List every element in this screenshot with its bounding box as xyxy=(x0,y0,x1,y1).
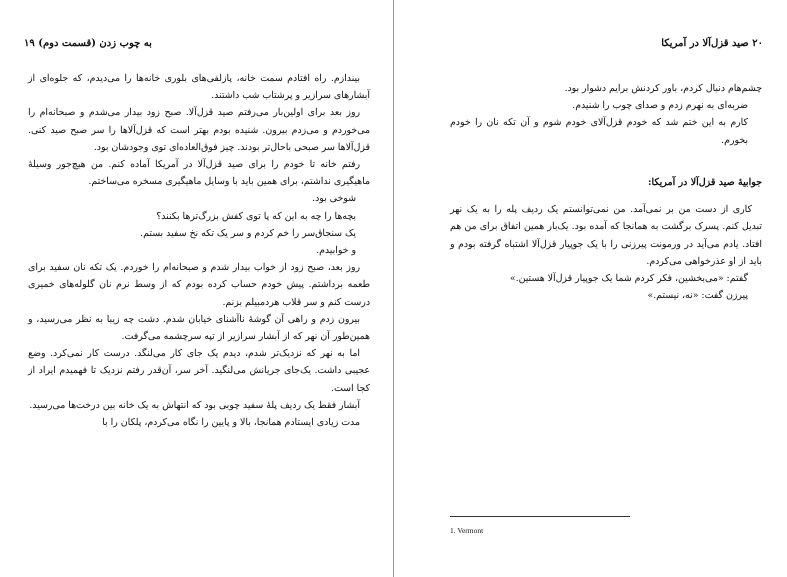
right-page-section xyxy=(450,174,762,304)
right-page-header xyxy=(661,38,763,49)
paragraph: بیندازم. راه افتادم سمت خانه، پازلفی‌های بلوری خانه‌ها را می‌دیدم، که جلوه‌ای از آبشارهای سرازیر و پرشتاب شب داشتند. xyxy=(28,73,370,102)
paragraph: اما به نهر که نزدیک‌تر شدم، دیدم یک جای کار می‌لنگد. درست کار نمی‌کرد. وضع عجیبی داشت. یک‌جای جریانش می‌لنگید. آخر سر، آن‌قدر رفتم نزدیک تا فهمیدم ایراد از کجا است. xyxy=(28,348,370,394)
paragraph: بچه‌ها را چه به این که پا توی کفش بزرگ‌ترها بکنند؟ xyxy=(156,210,356,222)
paragraph: رفتم خانه تا خودم را برای صید قزل‌آلا در آمریکا آماده کنم. من هیچ‌جور وسیلهٔ ماهیگیری نداشتم، برای همین باید با وسایل ماهیگیری مسخره می‌ساختم. xyxy=(28,159,370,188)
paragraph: و خوابیدم. xyxy=(316,245,356,257)
paragraph: بیرون زدم و راهی آن گوشهٔ ناآشنای خیابان شدم. دشت چه زیبا به نظر می‌رسید، و همین‌طور آن نهر که از آبشار سرازیر از تپه سرچشمه می‌گرفت. xyxy=(28,313,370,343)
paragraph: شوخی بود. xyxy=(312,193,356,205)
footnote-divider xyxy=(450,516,630,517)
paragraph: یک سنجاق‌سر را خم کردم و سر یک تکه نخ سفید بستم. xyxy=(140,227,356,239)
footnote: 1. Vermont xyxy=(450,526,484,535)
right-header-title: صید قزل‌آلا در آمریکا xyxy=(661,38,749,49)
left-header-title: به چوب زدن (قسمت دوم) xyxy=(38,38,152,49)
right-page-top-text xyxy=(450,80,762,149)
paragraph: کاری از دست من بر نمی‌آمد. من نمی‌توانستم یک ردیف پله را به یک نهر تبدیل کنم. پسرک برگشت به همانجا که آمده بود. یک‌بار همین اتفاق برای من هم افتاد. یادم می‌آید در ورمونت پیرزنی را با یک جوپیار قزل‌آلا اشتباه گرفته بودم و باید از او عذرخواهی می‌کردم. xyxy=(450,204,762,267)
paragraph: مدت زیادی ایستادم همانجا، بالا و پایین را نگاه می‌کردم، پلکان را با xyxy=(102,417,360,429)
right-page xyxy=(394,0,787,577)
left-page xyxy=(0,0,393,577)
left-page-header xyxy=(24,38,152,49)
paragraph: چشم‌هام دنبال کردم، باور کردنش برایم دشوار بود. xyxy=(564,83,762,94)
left-page-body xyxy=(28,70,370,431)
left-header-page-number: ۱۹ xyxy=(24,38,35,49)
paragraph: روز بعد، صبح زود از خواب بیدار شدم و صبحانه‌ام را خوردم. یک تکه نان سفید برای طعمه برداشتم. پیش خودم حساب کرده بودم که از وسط نرم نان گلوله‌های خمیری درست کنم و سر قلاب هردمبیلم بزنم. xyxy=(28,262,370,308)
paragraph: آبشار فقط یک ردیف پلهٔ سفید چوبی بود که انتهاش به یک خانه بین درخت‌ها می‌رسید. xyxy=(29,399,360,411)
paragraph: پیرزن گفت: «نه، نیستم.» xyxy=(647,290,748,302)
paragraph: کارم به این ختم شد که خودم قزل‌آلای خودم شوم و آن تکه نان را خودم بخورم. xyxy=(450,117,748,146)
section-heading: جوابیهٔ صید قزل‌آلا در آمریکا: xyxy=(648,177,762,188)
right-header-page-number: ۲۰ xyxy=(752,38,763,49)
paragraph: روز بعد برای اولین‌بار می‌رفتم صید قزل‌آلا. صبح زود بیدار می‌شدم و صبحانه‌ام را می‌خوردم و می‌زدم بیرون. شنیده بودم بهتر است که قزل‌آلاها را سر صبح صید کنی. قزل‌آلاها سر صبحی باحال‌تر بودند. چیز فوق‌العاده‌ای توی وجودشان بود. xyxy=(28,107,370,153)
paragraph: ضربه‌ای به نهرم زدم و صدای چوب را شنیدم. xyxy=(572,100,748,112)
paragraph: گفتم: «می‌بخشین، فکر کردم شما یک جوپیار قزل‌آلا هستین.» xyxy=(509,273,748,285)
